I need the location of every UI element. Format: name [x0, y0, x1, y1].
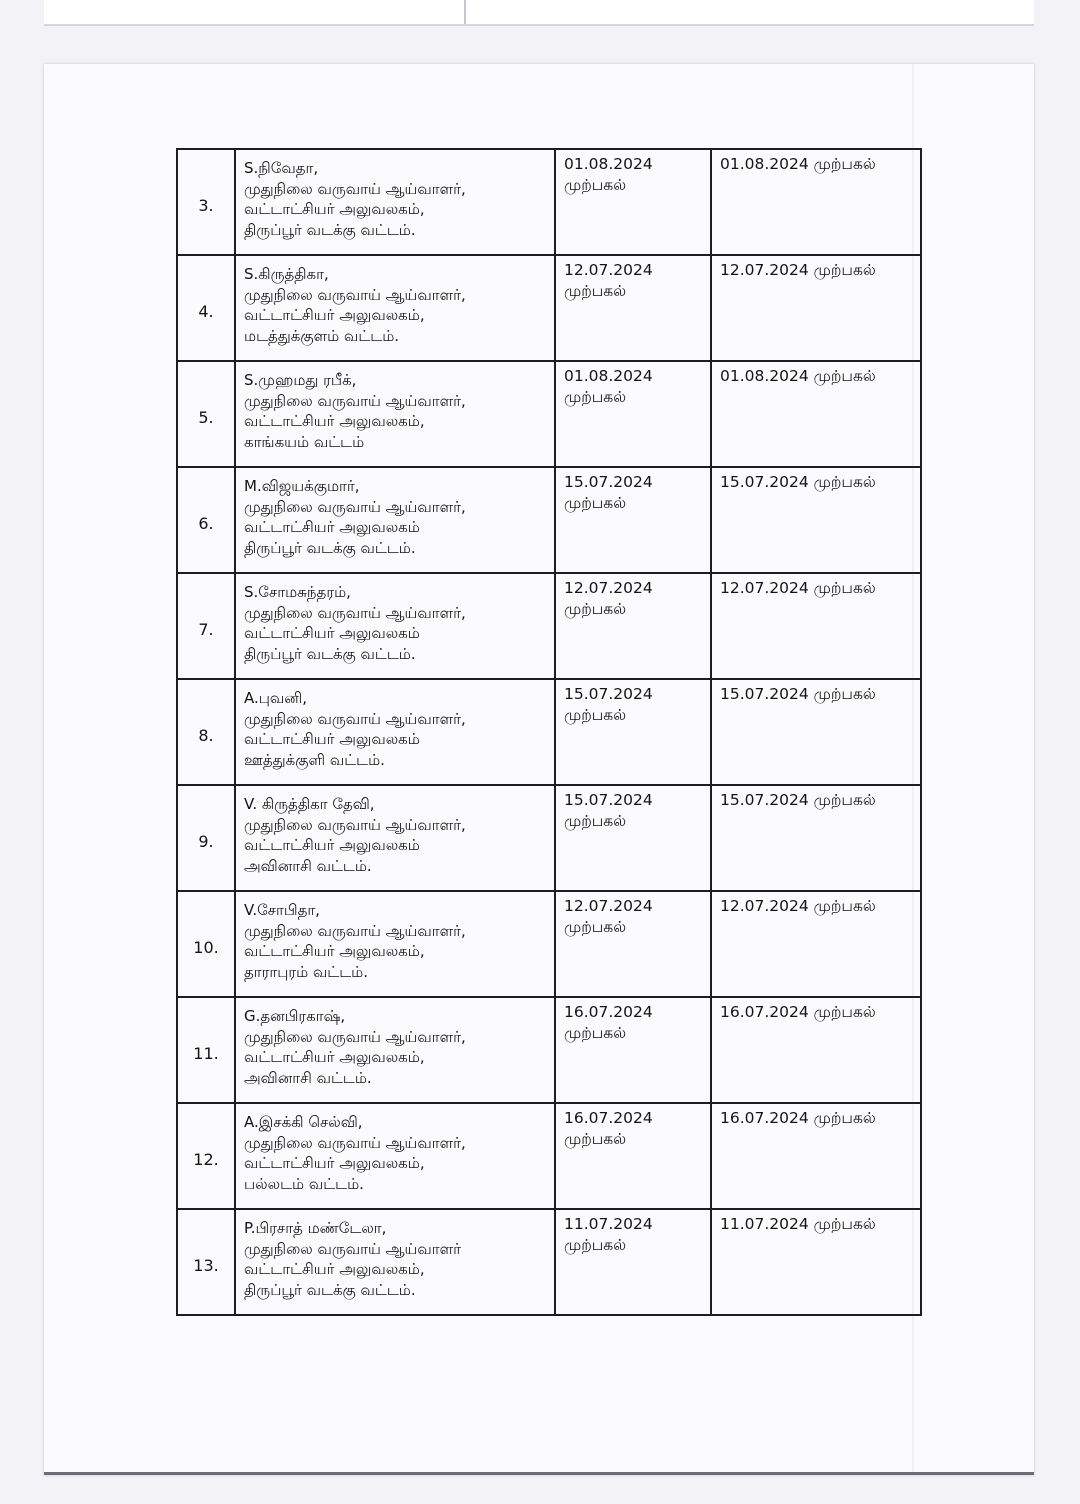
relieved-session: முற்பகல்: [564, 282, 627, 300]
relieved-cell: [555, 679, 711, 785]
document-page: [44, 64, 1034, 1475]
joined-cell: [711, 573, 921, 679]
serial-cell: [177, 149, 235, 255]
serial-cell: [177, 1209, 235, 1315]
joined-date: 15.07.2024 முற்பகல்: [720, 473, 876, 491]
officer-name: S.முஹமது ரபீக்,: [244, 371, 357, 389]
officer-cell: [235, 997, 555, 1103]
officer-taluk: மடத்துக்குளம் வட்டம்.: [244, 326, 400, 345]
joined-cell: [711, 1209, 921, 1315]
officer-cell: [235, 679, 555, 785]
joined-cell: [711, 255, 921, 361]
relieved-date: 15.07.2024: [564, 473, 653, 491]
officer-name: A.இசக்கி செல்வி,: [244, 1113, 363, 1131]
serial-number: 3.: [198, 195, 214, 215]
officer-taluk: திருப்பூர் வடக்கு வட்டம்.: [244, 644, 416, 663]
serial-number: 4.: [198, 301, 214, 321]
officer-designation: முதுநிலை வருவாய் ஆய்வாளர்: [244, 1239, 461, 1258]
officer-office: வட்டாட்சியர் அலுவலகம்: [244, 624, 420, 642]
officer-taluk: ஊத்துக்குளி வட்டம்.: [244, 750, 385, 769]
relieved-cell: [555, 255, 711, 361]
relieved-session: முற்பகல்: [564, 1130, 627, 1148]
relieved-cell: [555, 1209, 711, 1315]
serial-cell: [177, 255, 235, 361]
joined-date: 16.07.2024 முற்பகல்: [720, 1003, 876, 1021]
joined-cell: [711, 149, 921, 255]
relieved-date: 01.08.2024: [564, 155, 653, 173]
officer-office: வட்டாட்சியர் அலுவலகம்,: [244, 200, 425, 218]
table-row: [177, 679, 921, 785]
table-row: [177, 361, 921, 467]
officer-designation: முதுநிலை வருவாய் ஆய்வாளர்,: [244, 921, 466, 940]
officer-name: S.நிவேதா,: [244, 159, 319, 177]
officer-designation: முதுநிலை வருவாய் ஆய்வாளர்,: [244, 179, 466, 198]
joined-cell: [711, 1103, 921, 1209]
relieved-date: 15.07.2024: [564, 685, 653, 703]
relieved-session: முற்பகல்: [564, 388, 627, 406]
relieved-date: 12.07.2024: [564, 261, 653, 279]
serial-number: 5.: [198, 407, 214, 427]
relieved-cell: [555, 785, 711, 891]
officer-name: P.பிரசாத் மண்டேலா,: [244, 1219, 387, 1237]
officer-office: வட்டாட்சியர் அலுவலகம்: [244, 836, 420, 854]
officer-office: வட்டாட்சியர் அலுவலகம்: [244, 730, 420, 748]
joined-cell: [711, 891, 921, 997]
officer-office: வட்டாட்சியர் அலுவலகம்,: [244, 942, 425, 960]
officer-cell: [235, 467, 555, 573]
table-row: [177, 467, 921, 573]
joined-cell: [711, 785, 921, 891]
serial-number: 7.: [198, 619, 214, 639]
table-row: [177, 1103, 921, 1209]
officer-name: G.தனபிரகாஷ்,: [244, 1007, 346, 1025]
relieved-cell: [555, 891, 711, 997]
relieved-session: முற்பகல்: [564, 494, 627, 512]
relieved-date: 16.07.2024: [564, 1003, 653, 1021]
relieved-date: 12.07.2024: [564, 579, 653, 597]
relieved-session: முற்பகல்: [564, 176, 627, 194]
joined-date: 12.07.2024 முற்பகல்: [720, 897, 876, 915]
table-row: [177, 149, 921, 255]
relieved-date: 16.07.2024: [564, 1109, 653, 1127]
officer-taluk: தாராபுரம் வட்டம்.: [244, 962, 369, 981]
relieved-session: முற்பகல்: [564, 1024, 627, 1042]
officer-taluk: திருப்பூர் வடக்கு வட்டம்.: [244, 1280, 416, 1299]
officer-designation: முதுநிலை வருவாய் ஆய்வாளர்,: [244, 497, 466, 516]
officer-taluk: அவினாசி வட்டம்.: [244, 856, 372, 875]
officer-taluk: காங்கயம் வட்டம்: [244, 432, 365, 451]
officer-designation: முதுநிலை வருவாய் ஆய்வாளர்,: [244, 603, 466, 622]
officer-office: வட்டாட்சியர் அலுவலகம்,: [244, 306, 425, 324]
officer-taluk: திருப்பூர் வடக்கு வட்டம்.: [244, 538, 416, 557]
officer-designation: முதுநிலை வருவாய் ஆய்வாளர்,: [244, 709, 466, 728]
officer-office: வட்டாட்சியர் அலுவலகம்: [244, 518, 420, 536]
officer-name: S.கிருத்திகா,: [244, 265, 329, 283]
joined-cell: [711, 679, 921, 785]
serial-number: 8.: [198, 725, 214, 745]
serial-cell: [177, 679, 235, 785]
table-row: [177, 573, 921, 679]
table-row: [177, 891, 921, 997]
serial-number: 12.: [193, 1149, 219, 1169]
table-row: [177, 997, 921, 1103]
officer-designation: முதுநிலை வருவாய் ஆய்வாளர்,: [244, 815, 466, 834]
transfer-table-body: [177, 149, 921, 1315]
relieved-session: முற்பகல்: [564, 600, 627, 618]
relieved-cell: [555, 149, 711, 255]
relieved-date: 11.07.2024: [564, 1215, 653, 1233]
officer-office: வட்டாட்சியர் அலுவலகம்,: [244, 1260, 425, 1278]
serial-number: 13.: [193, 1255, 219, 1275]
relieved-date: 01.08.2024: [564, 367, 653, 385]
officer-name: V.சோபிதா,: [244, 901, 320, 919]
relieved-date: 12.07.2024: [564, 897, 653, 915]
officer-office: வட்டாட்சியர் அலுவலகம்,: [244, 1154, 425, 1172]
serial-number: 11.: [193, 1043, 219, 1063]
relieved-cell: [555, 467, 711, 573]
officer-cell: [235, 361, 555, 467]
joined-date: 15.07.2024 முற்பகல்: [720, 791, 876, 809]
joined-cell: [711, 467, 921, 573]
relieved-session: முற்பகல்: [564, 1236, 627, 1254]
relieved-cell: [555, 573, 711, 679]
serial-cell: [177, 785, 235, 891]
joined-cell: [711, 997, 921, 1103]
officer-name: S.சோமசுந்தரம்,: [244, 583, 351, 601]
joined-date: 15.07.2024 முற்பகல்: [720, 685, 876, 703]
officer-cell: [235, 891, 555, 997]
officer-office: வட்டாட்சியர் அலுவலகம்,: [244, 412, 425, 430]
officer-cell: [235, 785, 555, 891]
officer-taluk: பல்லடம் வட்டம்.: [244, 1174, 364, 1193]
officer-cell: [235, 149, 555, 255]
serial-cell: [177, 467, 235, 573]
relieved-session: முற்பகல்: [564, 812, 627, 830]
joined-date: 01.08.2024 முற்பகல்: [720, 155, 876, 173]
relieved-cell: [555, 361, 711, 467]
relieved-cell: [555, 1103, 711, 1209]
serial-number: 6.: [198, 513, 214, 533]
joined-cell: [711, 361, 921, 467]
relieved-session: முற்பகல்: [564, 918, 627, 936]
joined-date: 12.07.2024 முற்பகல்: [720, 261, 876, 279]
relieved-cell: [555, 997, 711, 1103]
officer-cell: [235, 255, 555, 361]
joined-date: 16.07.2024 முற்பகல்: [720, 1109, 876, 1127]
serial-number: 10.: [193, 937, 219, 957]
officer-designation: முதுநிலை வருவாய் ஆய்வாளர்,: [244, 1133, 466, 1152]
table-row: [177, 255, 921, 361]
serial-cell: [177, 997, 235, 1103]
joined-date: 01.08.2024 முற்பகல்: [720, 367, 876, 385]
officer-cell: [235, 1103, 555, 1209]
serial-cell: [177, 573, 235, 679]
officer-taluk: அவினாசி வட்டம்.: [244, 1068, 372, 1087]
previous-page-table-line: [464, 0, 466, 24]
officer-name: M.விஜயக்குமார்,: [244, 477, 360, 495]
transfer-table: [176, 148, 922, 1316]
table-row: [177, 785, 921, 891]
officer-office: வட்டாட்சியர் அலுவலகம்,: [244, 1048, 425, 1066]
serial-cell: [177, 1103, 235, 1209]
officer-name: V. கிருத்திகா தேவி,: [244, 795, 375, 813]
joined-date: 12.07.2024 முற்பகல்: [720, 579, 876, 597]
officer-cell: [235, 1209, 555, 1315]
officer-taluk: திருப்பூர் வடக்கு வட்டம்.: [244, 220, 416, 239]
officer-name: A.புவனி,: [244, 689, 307, 707]
relieved-date: 15.07.2024: [564, 791, 653, 809]
officer-designation: முதுநிலை வருவாய் ஆய்வாளர்,: [244, 391, 466, 410]
previous-page-edge: [44, 0, 1034, 26]
serial-cell: [177, 891, 235, 997]
officer-designation: முதுநிலை வருவாய் ஆய்வாளர்,: [244, 285, 466, 304]
serial-cell: [177, 361, 235, 467]
officer-designation: முதுநிலை வருவாய் ஆய்வாளர்,: [244, 1027, 466, 1046]
officer-cell: [235, 573, 555, 679]
serial-number: 9.: [198, 831, 214, 851]
table-row: [177, 1209, 921, 1315]
relieved-session: முற்பகல்: [564, 706, 627, 724]
joined-date: 11.07.2024 முற்பகல்: [720, 1215, 876, 1233]
